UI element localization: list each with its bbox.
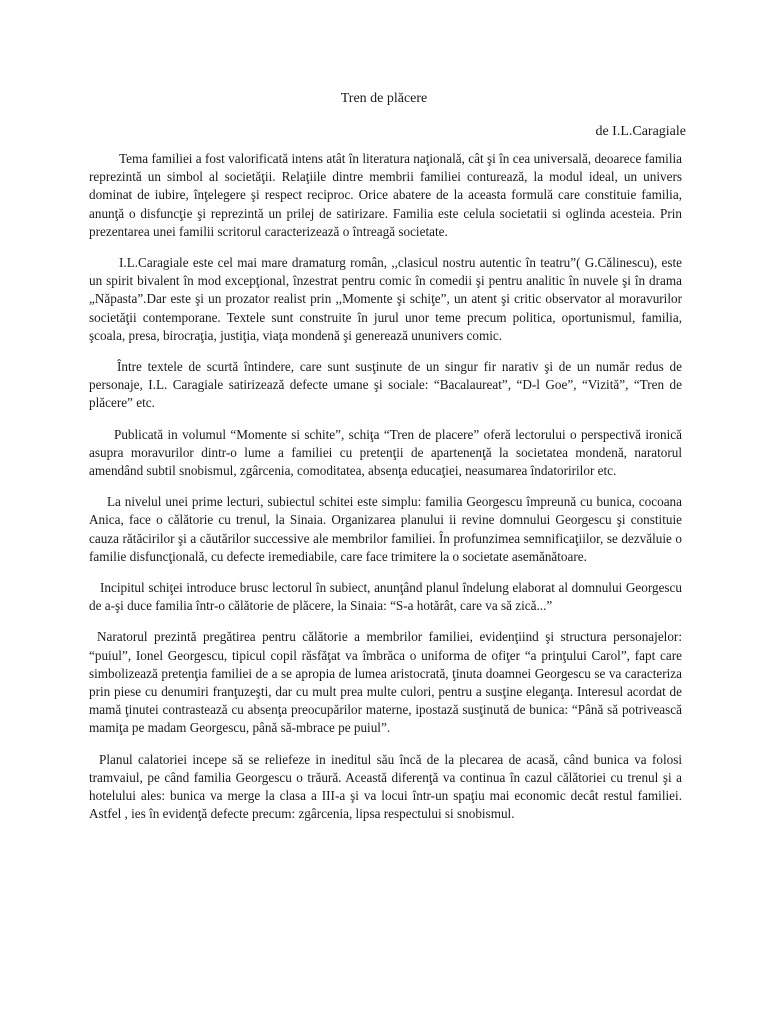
paragraph: Naratorul prezintă pregătirea pentru călătorie a membrilor familiei, evidenţiind şi structura personajelor: “puiul”, Ionel Georgescu, tipicul copil răsfăţat va îmbrăca o uniforma de ofiţer “a prinţului Carol”, fapt care simbolizează pretenţia familiei de a se apropia de lumea aristocrată, ţinuta doamnei Georgescu se va caracteriza prin piese cu denumiri franţuzeşti, dar cu mult prea multe culori, pentru a susţine eleganţa. Interesul acordat de mamă ţinutei contrastează cu absenţa preocupărilor materne, ipostază susţinută de bunica: “Până să potrivească mamiţa pe madam Georgescu, până să-mbrace pe puiul”. [89, 629, 682, 736]
document-author: de I.L.Caragiale [595, 124, 686, 139]
paragraph: I.L.Caragiale este cel mai mare dramaturg român, ,,clasicul nostru autentic în teatru”( G.Călinescu), este un spirit bivalent în mod excepţional, înzestrat pentru comic în comedii şi pentru analitic în nuvele şi în drama „Năpasta”.Dar este şi un prozator realist prin ,,Momente şi schiţe”, un atent şi critic observator al moravurilor societăţii contemporane. Textele sunt construite în jurul unor teme precum politica, oportunismul, familia, şcoala, presa, birocraţia, justiţia, viaţa mondenă şi generează ununivers comic. [89, 255, 682, 343]
document-body [89, 150, 682, 824]
document-title: Tren de plăcere [340, 91, 428, 106]
paragraph: Publicată in volumul “Momente si schite”, schiţa “Tren de placere” oferă lectorului o perspectivă ironică asupra moravurilor dintr-o lume a familiei cu pretenţii de apartenenţă la societatea mondenă, naratorul amendând subtil snobismul, zgârcenia, comoditatea, absenţa educaţiei, neasumarea îndatoririlor etc. [89, 426, 682, 479]
paragraph: Planul calatoriei incepe să se reliefeze in ineditul său încă de la plecarea de acasă, când bunica va folosi tramvaiul, pe când familia Georgescu o trăură. Această diferenţă va continua în cazul călătoriei cu trenul şi a hotelului ales: bunica va merge la clasa a III-a şi va locui într-un spaţiu mai economic decât restul familiei. Astfel , ies în evidenţă defecte precum: zgârcenia, lipsa respectului si snobismul. [89, 751, 682, 822]
paragraph: Între textele de scurtă întindere, care sunt susţinute de un singur fir narativ şi de un număr redus de personaje, I.L. Caragiale satirizează defecte umane şi sociale: “Bacalaureat”, “D-l Goe”, “Vizită”, “Tren de plăcere” etc. [89, 359, 682, 411]
paragraph: La nivelul unei prime lecturi, subiectul schitei este simplu: familia Georgescu împreună cu bunica, cocoana Anica, face o călătorie cu trenul, la Sinaia. Organizarea planului ii revine domnului Georgescu şi constituie cauza rătăcirilor şi a căutărilor successive ale membrilor familiei. În profunzimea semnificaţiilor, se dezvăluie o familie disfuncţională, cu defecte iremediabile, care face trimitere la o societate asemănătoare. [89, 494, 682, 564]
paragraph: Incipitul schiţei introduce brusc lectorul în subiect, anunţând planul îndelung elaborat al domnului Georgescu de a-şi duce familia într-o călătorie de plăcere, la Sinaia: “S-a hotărât, care va să zică...” [89, 580, 682, 614]
paragraph: Tema familiei a fost valorificată intens atât în literatura naţională, cât şi în cea universală, deoarece familia reprezintă un simbol al societăţii. Relaţiile dintre membrii familiei conturează, la modul ideal, un univers dominat de iubire, înţelegere şi respect reciproc. Orice abatere de la aceasta formulă care constituie familia, anunţă o disfuncţie şi reprezintă un prilej de satirizare. Familia este celula societatii si oglinda acesteia. Prin prezentarea unei familii scritorul caracterizează o întreagă societate. [89, 151, 682, 239]
